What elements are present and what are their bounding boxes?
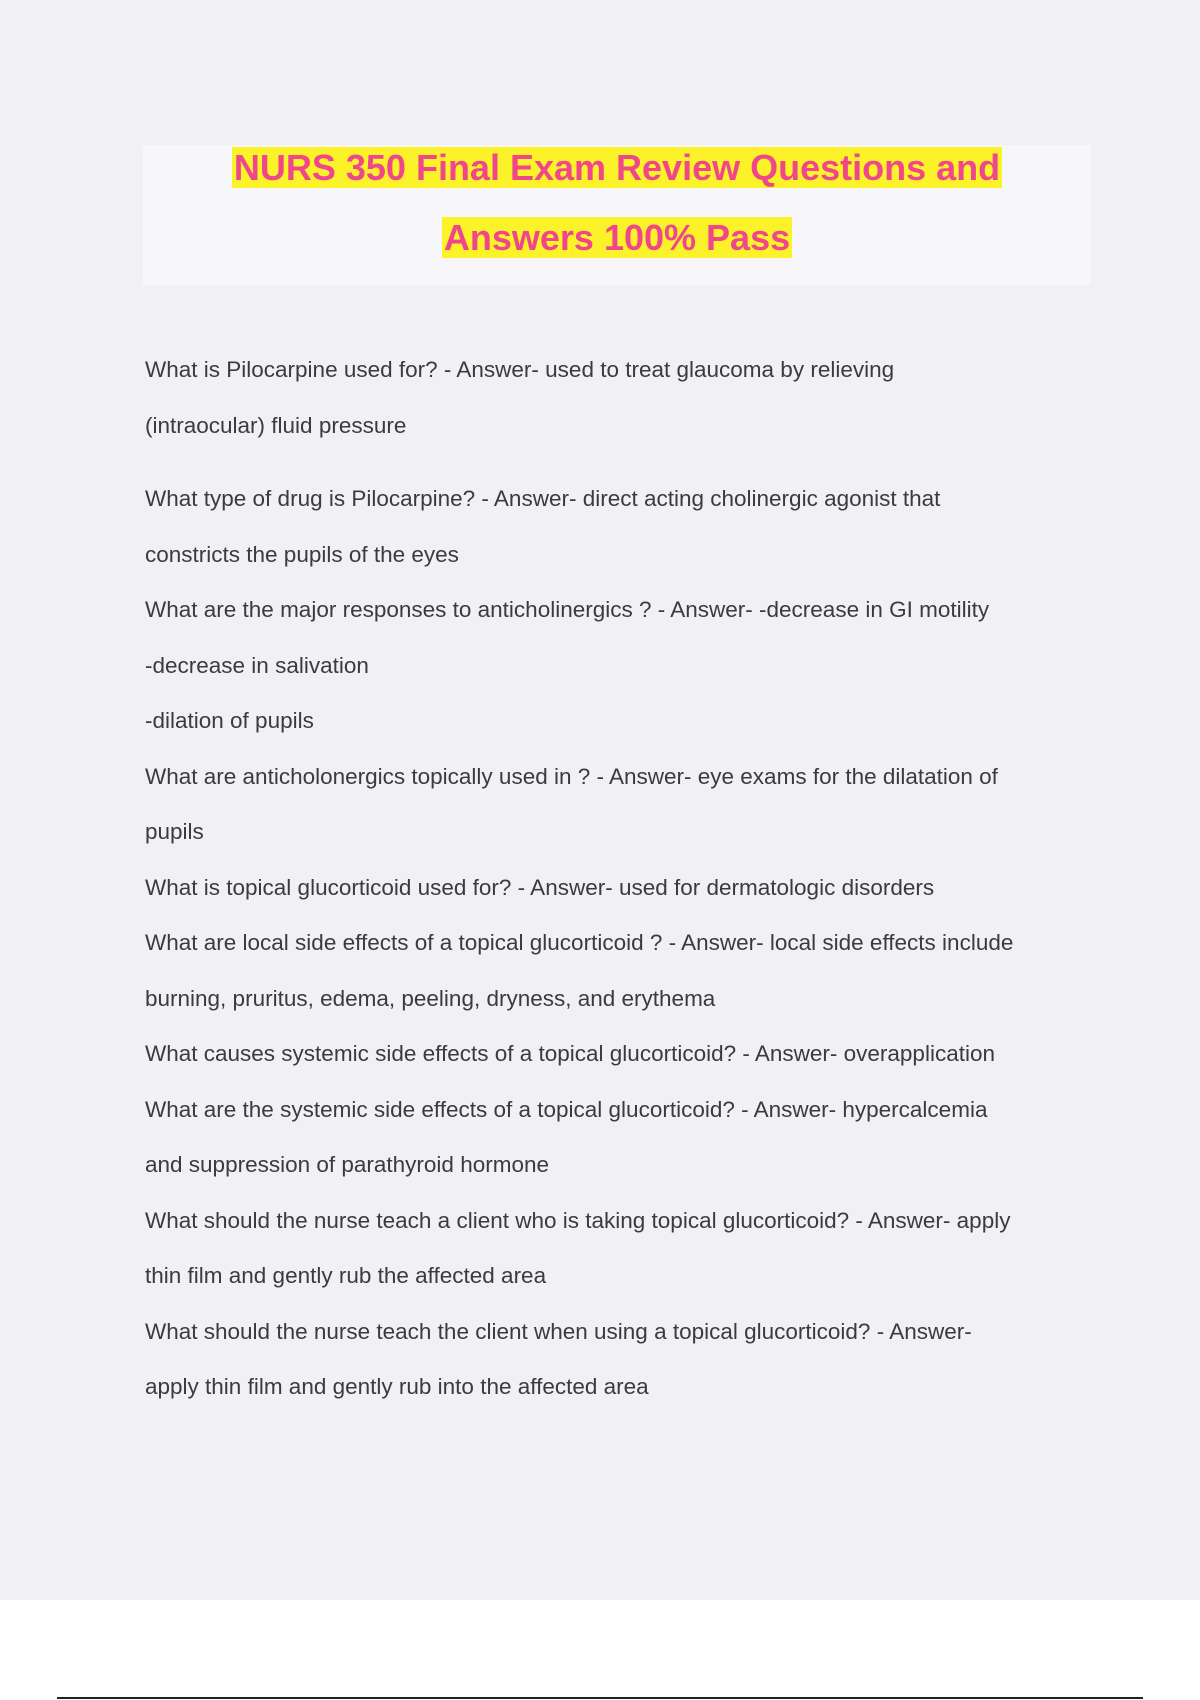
qa-line: -decrease in salivation [145, 652, 369, 678]
qa-line: thin film and gently rub the affected area [145, 1263, 547, 1288]
footer-divider [57, 1697, 1143, 1699]
qa-line: What are anticholonergics topically used in ? - Answer- eye exams for the dilatation of [145, 763, 998, 789]
qa-line: What are local side effects of a topical glucorticoid ? - Answer- local side effects include [145, 930, 1014, 955]
qa-line: (intraocular) fluid pressure [145, 412, 407, 438]
qa-line: constricts the pupils of the eyes [145, 541, 459, 567]
qa-line: What type of drug is Pilocarpine? - Answer- direct acting cholinergic agonist that [145, 486, 941, 511]
qa-line: pupils [145, 819, 204, 844]
title-line-2 [143, 215, 1091, 261]
qa-line: What causes systemic side effects of a topical glucorticoid? - Answer- overapplication [145, 1041, 995, 1066]
qa-line: What is topical glucorticoid used for? - Answer- used for dermatologic disorders [145, 874, 935, 900]
qa-line: -dilation of pupils [145, 708, 314, 733]
qa-line: burning, pruritus, edema, peeling, dryness, and erythema [145, 985, 716, 1011]
title-line-1 [143, 145, 1091, 191]
qa-line: apply thin film and gently rub into the affected area [145, 1374, 649, 1399]
qa-line: What should the nurse teach the client when using a topical glucorticoid? - Answer- [145, 1318, 972, 1344]
qa-line: What are the systemic side effects of a topical glucorticoid? - Answer- hypercalcemia [145, 1096, 988, 1122]
title-banner [143, 145, 1091, 285]
qa-line: What should the nurse teach a client who is taking topical glucorticoid? - Answer- apply [145, 1207, 1011, 1233]
qa-content [145, 350, 1085, 1423]
title-text-1: NURS 350 Final Exam Review Questions and [233, 147, 1001, 188]
title-text-2: Answers 100% Pass [443, 217, 791, 258]
qa-line: and suppression of parathyroid hormone [145, 1152, 550, 1177]
qa-line: What are the major responses to anticholinergics ? - Answer- -decrease in GI motility [145, 597, 990, 622]
qa-line: What is Pilocarpine used for? - Answer- used to treat glaucoma by relieving [145, 357, 895, 382]
